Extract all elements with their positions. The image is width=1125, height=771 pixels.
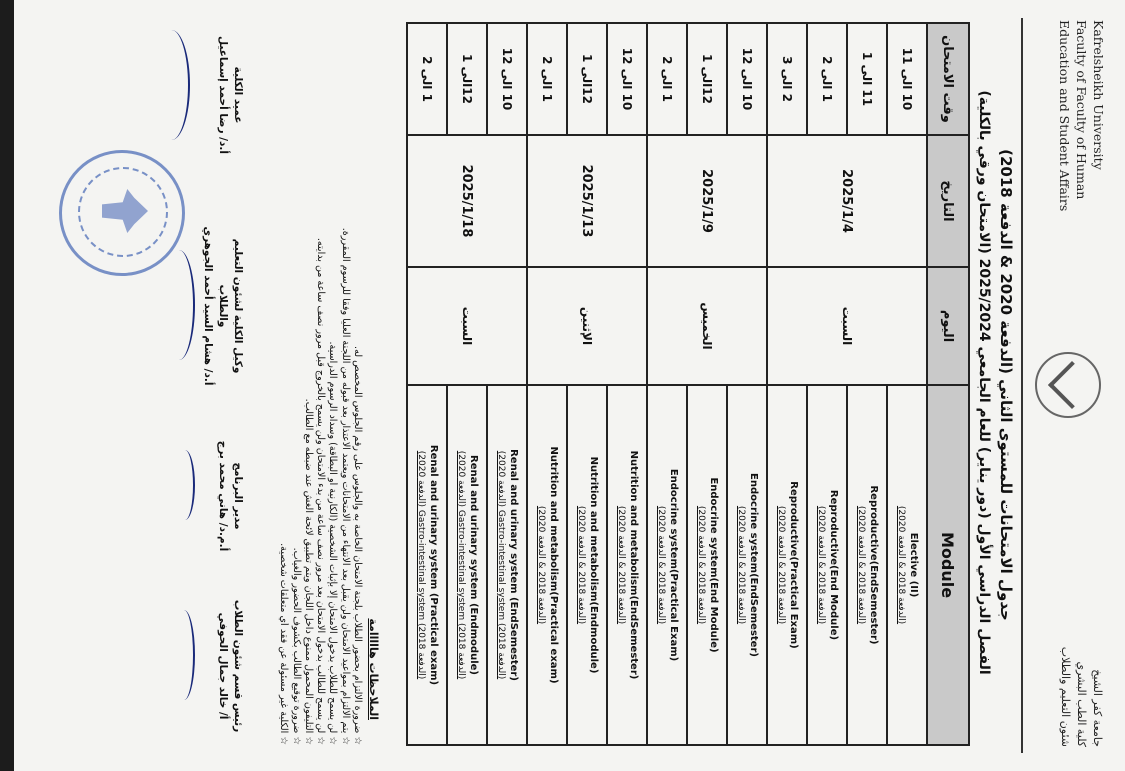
time-cell: 1 الى 2: [527, 23, 567, 135]
date-cell: 2025/1/18: [407, 135, 527, 267]
time-cell: 12الى 1: [687, 23, 727, 135]
signature-program-director: [215, 421, 245, 571]
header-english-line: Faculty of Faculty of Human: [1074, 20, 1089, 200]
module-cell: [647, 385, 687, 745]
module-cell: [527, 385, 567, 745]
signature-dean: [215, 20, 245, 170]
module-cohort: (الدفعة 2018 & الدفعة 2020): [816, 505, 826, 625]
module-cohort: (الدفعة 2018 & الدفعة 2020): [896, 505, 906, 625]
time-cell: 1 الى 2: [807, 23, 847, 135]
page-subtitle: الفصل الدراسي الأول (دور يناير) للعام الجامعي 2025/2024 (الامتحان ورقي بالكلية): [976, 90, 992, 675]
time-cell: 1 الى 2: [647, 23, 687, 135]
time-cell: 12الى 1: [447, 23, 487, 135]
note-item: ☆ يتم الالتزام بمواعيد الامتحان ولن يقبل بعد الانتهاء من الامتحانات ويعتمد الاعتذار بعد قبوله من اللجنة العليا وفقا للرسوم المقررة.: [339, 227, 351, 745]
module-cohort: (الدفعة 2020) Gastro-intestinal system (الدفعة 2018): [456, 450, 466, 680]
note-item: ☆ ضرورة توقيع الطالب بكشوف الحضور والغياب.: [290, 547, 302, 745]
column-header-module: Module: [927, 385, 969, 745]
time-cell: 12الى 1: [567, 23, 607, 135]
header-arabic: [1057, 567, 1105, 747]
table-row: [887, 23, 927, 745]
column-header-time: وقت الامتحان: [927, 23, 969, 135]
signature-name: أ.د/ هشام السيد أحمد الجوهري: [202, 226, 214, 386]
note-item: ☆ لن يسمح للطالب بدخول الامتحان بعد مرور نصف ساعة من بدء الامتحان ولن يسمح بالخروج قبل مرور نصف ساعة من بدايته.: [315, 237, 327, 745]
handwritten-signature-icon: [173, 610, 195, 700]
module-cell: [407, 385, 447, 745]
table-header-row: [927, 23, 969, 745]
note-item: ☆ التليفون المحمول ممنوع داخل اللجان ويتم تطبيق لائحة الغش عند ضبطه مع الطالب.: [302, 398, 314, 745]
module-name: Nutrition and metabolism(Endmodule): [588, 456, 599, 674]
header-english: [1056, 20, 1107, 250]
module-cell: [687, 385, 727, 745]
module-cohort: (الدفعة 2020) Gastro-intestinal system (الدفعة 2018): [496, 450, 506, 680]
module-cell: [487, 385, 527, 745]
module-name: Endocrine system(Practical Exam): [668, 468, 679, 662]
date-cell: 2025/1/13: [527, 135, 647, 267]
header-english-line: Kafrelsheikh University: [1091, 20, 1106, 170]
signature-name: أ/ خالد جمال الحوفي: [217, 612, 229, 720]
header-arabic-line: جامعة كفر الشيخ: [1091, 669, 1104, 747]
time-cell: 1 الى 2: [407, 23, 447, 135]
signature-role: مدير البرنامج: [232, 462, 244, 530]
note-item: ☆ الكلية غير مسئولة عن فقد أي متعلقات شخصية.: [278, 543, 290, 745]
module-name: Renal and urinary system (Practical exam): [428, 444, 439, 686]
table-row: [727, 23, 767, 745]
note-item: ☆ ضرورة الالتزام بحضور الطلاب بلجنة الامتحان الخاصة به والجلوس على رقم الجلوس المخصص له.: [352, 346, 363, 745]
university-logo-icon: [1035, 352, 1101, 418]
header-english-line: Education and Student Affairs: [1057, 20, 1072, 212]
signature-name: أ.د/ رضا أحمد إسماعيل: [217, 36, 229, 154]
module-cohort: (الدفعة 2018 & الدفعة 2020): [536, 505, 546, 625]
module-cohort: (الدفعة 2018 & الدفعة 2020): [776, 505, 786, 625]
note-item: ☆ لن يسمح للطلاب بدخول الامتحان إلا بإثبات الشخصية (الكارنية أو البطاقة) وسداد الرسوم الدراسية.: [327, 341, 339, 745]
handwritten-signature-icon: [175, 450, 195, 520]
table-row: [607, 23, 647, 745]
module-cell: [607, 385, 647, 745]
module-cohort: (الدفعة 2018 & الدفعة 2020): [736, 505, 746, 625]
day-cell: السبت: [767, 267, 927, 385]
signature-name: أ.م.د/ هاني محمد برج: [217, 440, 229, 552]
signature-vice-dean: [200, 221, 245, 391]
module-name: Nutrition and metabolism(EndSemester): [628, 450, 639, 680]
module-cohort: (الدفعة 2020) Gastro-intestinal system (الدفعة 2018): [416, 450, 426, 680]
time-cell: 11 الى 1: [847, 23, 887, 135]
module-cohort: (الدفعة 2018 & الدفعة 2020): [656, 505, 666, 625]
module-cohort: (الدفعة 2018 & الدفعة 2020): [616, 505, 626, 625]
header-arabic-line: شئون التعليم والطلاب: [1059, 646, 1072, 747]
time-cell: 10 الى 12: [727, 23, 767, 135]
module-name: Endocrine system(End Module): [708, 477, 719, 653]
exam-schedule-table: [406, 22, 970, 746]
column-header-date: التاريخ: [927, 135, 969, 267]
official-seal-icon: [59, 150, 185, 276]
module-cell: [807, 385, 847, 745]
module-cohort: (الدفعة 2018 & الدفعة 2020): [856, 505, 866, 625]
module-cohort: (الدفعة 2018 & الدفعة 2020): [696, 505, 706, 625]
page-title: جدول الامتحانات للمستوى الثاني (الدفعة 2020 & الدفعة 2018): [997, 149, 1015, 621]
signature-role: رئيس قسم شئون الطلاب: [232, 599, 244, 733]
module-cell: [847, 385, 887, 745]
date-cell: 2025/1/9: [647, 135, 767, 267]
header-divider: [1021, 18, 1023, 753]
time-cell: 10 الى 11: [887, 23, 927, 135]
module-name: Renal and urinary system (Endmodule): [468, 455, 479, 675]
module-name: Reproductive(EndSemester): [868, 485, 879, 645]
date-cell: 2025/1/4: [767, 135, 927, 267]
module-cell: [447, 385, 487, 745]
module-cell: [567, 385, 607, 745]
signature-role: عميد الكلية: [232, 66, 244, 124]
day-cell: السبت: [407, 267, 527, 385]
module-cell: [727, 385, 767, 745]
signature-student-affairs: [215, 581, 245, 751]
time-cell: 10 الى 12: [487, 23, 527, 135]
day-cell: الخميس: [647, 267, 767, 385]
module-name: Nutrition and metabolism(Practical exam): [548, 446, 559, 684]
module-cohort: (الدفعة 2018 & الدفعة 2020): [576, 505, 586, 625]
day-cell: الإثنين: [527, 267, 647, 385]
module-name: Renal and urinary system (EndSemester): [508, 449, 519, 681]
signature-role: وكيل الكلية لشئون التعليم والطلاب: [217, 238, 244, 374]
notes-title: الملاحظات هااااامة: [367, 618, 380, 720]
module-name: Endocrine system(EndSemester): [748, 473, 759, 657]
header-arabic-line: كلية الطب البشري: [1075, 661, 1088, 747]
table-row: [487, 23, 527, 745]
time-cell: 2 الى 3: [767, 23, 807, 135]
time-cell: 10 الى 12: [607, 23, 647, 135]
handwritten-signature-icon: [163, 250, 195, 360]
module-name: Reproductive(End Module): [828, 489, 839, 641]
notes-list: [277, 20, 363, 745]
handwritten-signature-icon: [153, 30, 190, 140]
module-name: Elective (II): [908, 532, 919, 598]
column-header-day: اليوم: [927, 267, 969, 385]
module-name: Reproductive(Practical Exam): [788, 481, 799, 649]
module-cell: [767, 385, 807, 745]
module-cell: [887, 385, 927, 745]
